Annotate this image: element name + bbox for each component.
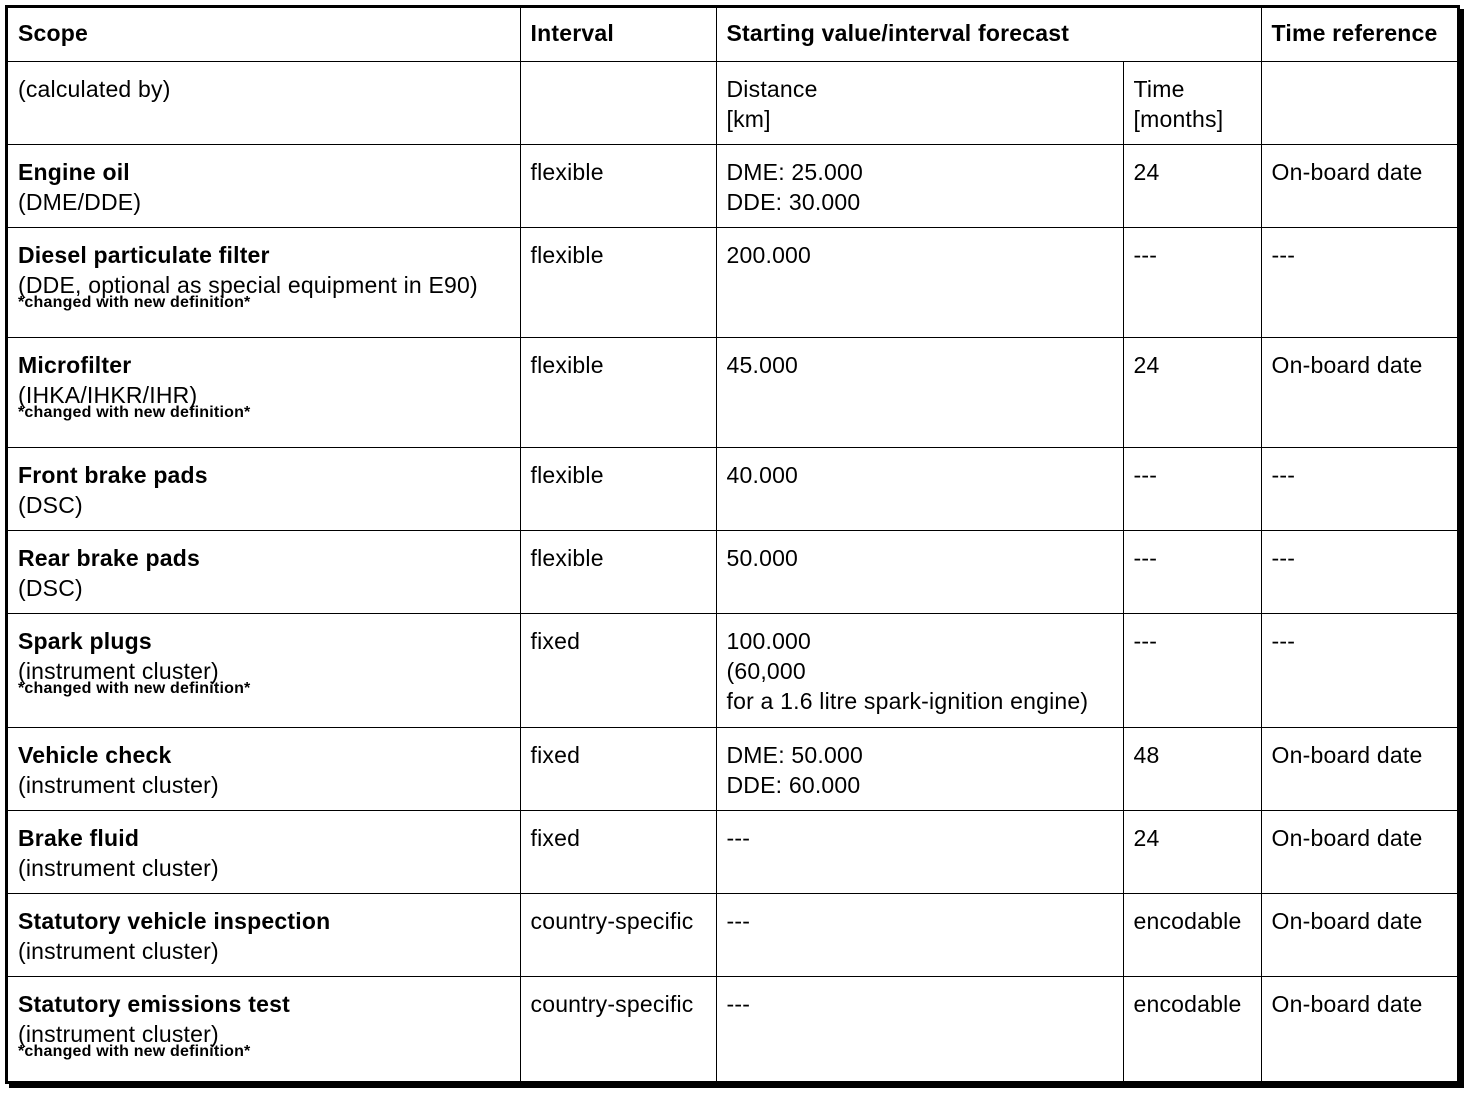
scope-calculated-by: (instrument cluster): [18, 854, 219, 881]
time-reference-cell: On-board date: [1261, 144, 1457, 227]
interval-cell: flexible: [520, 447, 716, 530]
table-row: [8, 727, 1457, 810]
time-cell: encodable: [1123, 893, 1261, 976]
scope-name: Engine oil: [18, 158, 130, 185]
subheader-time-unit: [months]: [1133, 105, 1224, 132]
scope-cell: [8, 337, 520, 447]
scope-calculated-by: (instrument cluster): [18, 1020, 219, 1047]
interval-cell: flexible: [520, 227, 716, 337]
distance-cell: [716, 530, 1123, 613]
header-scope: Scope: [8, 8, 520, 61]
interval-cell: flexible: [520, 144, 716, 227]
distance-value: for a 1.6 litre spark-ignition engine): [726, 687, 1089, 714]
table-header-row: [8, 8, 1457, 61]
scope-name: Brake fluid: [18, 824, 140, 851]
table-row: [8, 893, 1457, 976]
subheader-reference-empty: [1261, 61, 1457, 144]
header-forecast: Starting value/interval forecast: [716, 8, 1261, 61]
subheader-time-label: Time: [1133, 75, 1185, 102]
scope-name: Statutory emissions test: [18, 990, 290, 1017]
scope-calculated-by: (instrument cluster): [18, 937, 219, 964]
distance-value: DDE: 30.000: [726, 188, 861, 215]
table-row: [8, 227, 1457, 337]
distance-value: 200.000: [726, 241, 812, 268]
subheader-distance: [716, 61, 1123, 144]
scope-calculated-by: (DDE, optional as special equipment in E90): [18, 271, 478, 298]
distance-value: 100.000: [726, 627, 812, 654]
scope-cell: [8, 613, 520, 727]
time-reference-cell: ---: [1261, 447, 1457, 530]
scope-change-note: *changed with new definition*: [18, 679, 251, 697]
scope-calculated-by: (instrument cluster): [18, 657, 219, 684]
scope-name: Statutory vehicle inspection: [18, 907, 331, 934]
time-cell: ---: [1123, 447, 1261, 530]
service-interval-table-frame: [5, 5, 1460, 1084]
scope-name: Vehicle check: [18, 741, 172, 768]
time-cell: 48: [1123, 727, 1261, 810]
distance-value: 45.000: [726, 351, 799, 378]
subheader-distance-unit: [km]: [726, 105, 771, 132]
scope-name: Microfilter: [18, 351, 132, 378]
time-reference-cell: ---: [1261, 613, 1457, 727]
scope-change-note: *changed with new definition*: [18, 1042, 251, 1060]
scope-change-note: *changed with new definition*: [18, 293, 251, 311]
subheader-interval-empty: [520, 61, 716, 144]
table-row: [8, 976, 1457, 1086]
scope-calculated-by: (instrument cluster): [18, 771, 219, 798]
subheader-time: [1123, 61, 1261, 144]
time-reference-cell: ---: [1261, 530, 1457, 613]
scope-name: Rear brake pads: [18, 544, 200, 571]
scope-calculated-by: (IHKA/IHKR/IHR): [18, 381, 198, 408]
scope-name: Spark plugs: [18, 627, 152, 654]
table-row: [8, 810, 1457, 893]
distance-cell: [716, 613, 1123, 727]
scope-name: Diesel particulate filter: [18, 241, 270, 268]
time-cell: ---: [1123, 530, 1261, 613]
distance-cell: [716, 727, 1123, 810]
time-reference-cell: On-board date: [1261, 727, 1457, 810]
time-reference-cell: On-board date: [1261, 810, 1457, 893]
interval-cell: flexible: [520, 337, 716, 447]
table-row: [8, 530, 1457, 613]
interval-cell: fixed: [520, 727, 716, 810]
distance-cell: [716, 337, 1123, 447]
scope-cell: [8, 530, 520, 613]
time-reference-cell: On-board date: [1261, 893, 1457, 976]
time-reference-cell: ---: [1261, 227, 1457, 337]
header-time-reference: Time reference: [1261, 8, 1457, 61]
scope-name: Front brake pads: [18, 461, 208, 488]
scope-calculated-by: (DSC): [18, 574, 83, 601]
interval-cell: flexible: [520, 530, 716, 613]
interval-cell: fixed: [520, 810, 716, 893]
scope-calculated-by: (DME/DDE): [18, 188, 142, 215]
scope-calculated-by: (DSC): [18, 491, 83, 518]
distance-value: DDE: 60.000: [726, 771, 861, 798]
distance-cell: [716, 144, 1123, 227]
time-cell: 24: [1123, 144, 1261, 227]
subheader-calculated-by: (calculated by): [8, 61, 520, 144]
time-cell: ---: [1123, 227, 1261, 337]
distance-value: ---: [726, 990, 751, 1017]
time-cell: 24: [1123, 810, 1261, 893]
distance-value: ---: [726, 907, 751, 934]
scope-cell: [8, 227, 520, 337]
distance-value: 50.000: [726, 544, 799, 571]
distance-value: DME: 50.000: [726, 741, 863, 768]
table-row: [8, 447, 1457, 530]
table-row: [8, 613, 1457, 727]
scope-cell: [8, 144, 520, 227]
service-interval-table: [8, 8, 1457, 1086]
distance-cell: [716, 227, 1123, 337]
subheader-distance-label: Distance: [726, 75, 818, 102]
time-reference-cell: On-board date: [1261, 976, 1457, 1086]
header-interval: Interval: [520, 8, 716, 61]
scope-cell: [8, 893, 520, 976]
time-cell: encodable: [1123, 976, 1261, 1086]
table-row: [8, 337, 1457, 447]
scope-cell: [8, 727, 520, 810]
interval-cell: fixed: [520, 613, 716, 727]
scope-cell: [8, 447, 520, 530]
time-reference-cell: On-board date: [1261, 337, 1457, 447]
distance-cell: [716, 810, 1123, 893]
interval-cell: country-specific: [520, 893, 716, 976]
distance-cell: [716, 893, 1123, 976]
distance-value: ---: [726, 824, 751, 851]
time-cell: ---: [1123, 613, 1261, 727]
distance-value: DME: 25.000: [726, 158, 863, 185]
scope-cell: [8, 976, 520, 1086]
table-subheader-row: [8, 61, 1457, 144]
distance-cell: [716, 976, 1123, 1086]
scope-cell: [8, 810, 520, 893]
interval-cell: country-specific: [520, 976, 716, 1086]
time-cell: 24: [1123, 337, 1261, 447]
distance-value: 40.000: [726, 461, 799, 488]
distance-cell: [716, 447, 1123, 530]
scope-change-note: *changed with new definition*: [18, 403, 251, 421]
table-row: [8, 144, 1457, 227]
distance-value: (60,000: [726, 657, 806, 684]
